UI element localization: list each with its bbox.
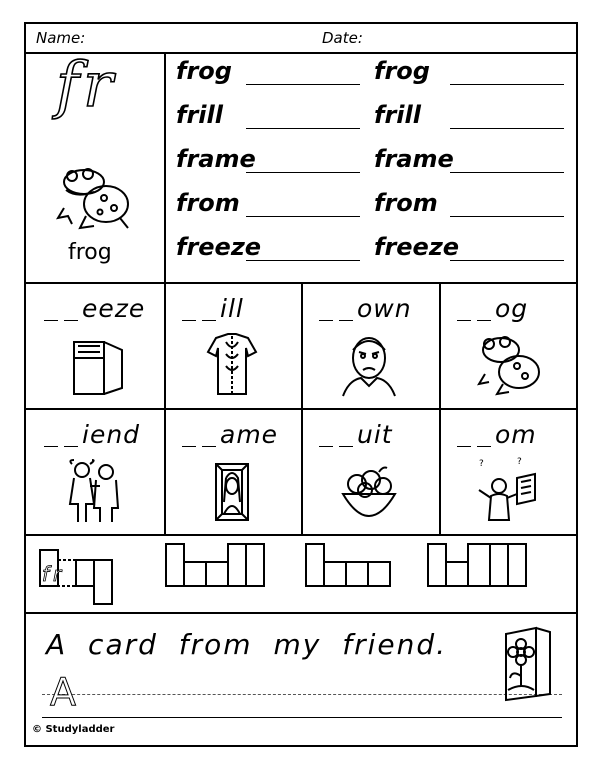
divider: [164, 282, 166, 534]
practice-word: frill: [374, 101, 421, 129]
letter-blank[interactable]: [64, 320, 78, 321]
letter-blank[interactable]: [339, 320, 353, 321]
frog-icon: [56, 164, 136, 234]
svg-text:?: ?: [517, 457, 522, 467]
sentence-text: A card from my friend.: [46, 628, 448, 661]
first-box-letters: fr: [42, 562, 66, 586]
brand-name: Studyladder: [45, 724, 115, 735]
practice-word: frame: [374, 145, 454, 173]
word-fragment: ill: [220, 294, 244, 323]
friends-icon: [64, 458, 124, 526]
practice-word: from: [176, 189, 240, 217]
letter-blank[interactable]: [319, 320, 333, 321]
focus-letters: fr: [56, 48, 117, 121]
word-fragment: uit: [357, 420, 393, 449]
picture-frame-icon: [202, 458, 262, 526]
writing-midline: [42, 694, 562, 695]
letter-blank[interactable]: [202, 320, 216, 321]
practice-word: frame: [176, 145, 256, 173]
frilly-shirt-icon: [202, 332, 262, 400]
letter-blank[interactable]: [319, 446, 333, 447]
practice-word: frog: [176, 57, 232, 85]
word-shape-boxes: [26, 534, 580, 612]
letter-blank[interactable]: [457, 320, 471, 321]
practice-word: frill: [176, 101, 223, 129]
practice-word: freeze: [374, 233, 460, 261]
writing-baseline: [42, 717, 562, 718]
fridge-icon: [64, 332, 124, 400]
letter-blank[interactable]: [339, 446, 353, 447]
writing-line[interactable]: [246, 84, 360, 85]
word-fragment: iend: [82, 420, 141, 449]
writing-line[interactable]: [246, 260, 360, 261]
frowning-man-icon: [339, 332, 399, 400]
writing-line[interactable]: [450, 172, 564, 173]
letter-blank[interactable]: [202, 446, 216, 447]
name-label: Name:: [36, 29, 86, 47]
letter-blank[interactable]: [477, 446, 491, 447]
practice-word: freeze: [176, 233, 262, 261]
word-fragment: own: [357, 294, 412, 323]
divider: [439, 282, 441, 534]
copyright-icon: ©: [32, 724, 42, 735]
letter-blank[interactable]: [64, 446, 78, 447]
card-icon: [502, 626, 554, 700]
letter-from-icon: [477, 458, 537, 526]
word-fragment: og: [495, 294, 529, 323]
letter-blank[interactable]: [44, 320, 58, 321]
date-label: Date:: [322, 29, 363, 47]
frog-icon: [477, 332, 537, 400]
word-fragment: om: [495, 420, 537, 449]
footer-brand: [32, 724, 114, 735]
practice-word: from: [374, 189, 438, 217]
letter-blank[interactable]: [182, 446, 196, 447]
fruit-bowl-icon: [339, 458, 399, 526]
writing-line[interactable]: [450, 260, 564, 261]
focus-caption: frog: [68, 240, 112, 265]
writing-line[interactable]: [450, 84, 564, 85]
practice-word: frog: [374, 57, 430, 85]
divider: [301, 282, 303, 534]
svg-text:?: ?: [479, 459, 484, 469]
letter-blank[interactable]: [477, 320, 491, 321]
word-fragment: ame: [220, 420, 279, 449]
word-fragment: eeze: [82, 294, 146, 323]
writing-line[interactable]: [450, 216, 564, 217]
letter-blank[interactable]: [44, 446, 58, 447]
letter-blank[interactable]: [182, 320, 196, 321]
writing-line[interactable]: [450, 128, 564, 129]
writing-line[interactable]: [246, 216, 360, 217]
worksheet: [24, 22, 578, 747]
divider: [164, 52, 166, 282]
divider: [26, 612, 576, 614]
trace-letter: A: [50, 670, 76, 714]
writing-line[interactable]: [246, 128, 360, 129]
writing-line[interactable]: [246, 172, 360, 173]
letter-blank[interactable]: [457, 446, 471, 447]
